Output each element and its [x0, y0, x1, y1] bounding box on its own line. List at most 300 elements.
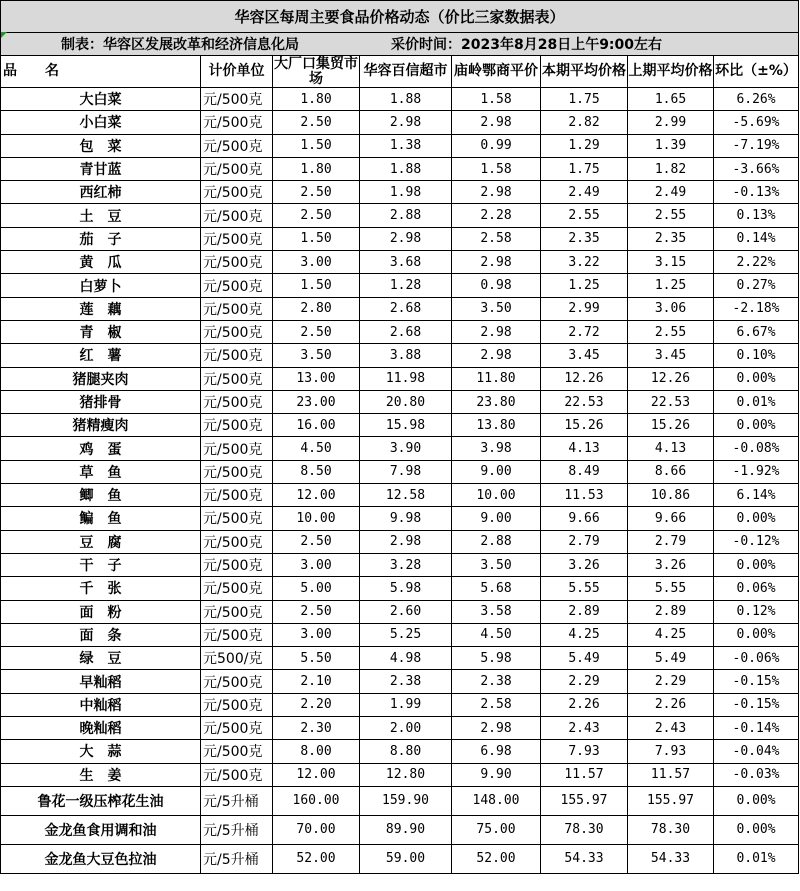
- cell-previous-avg: 2.99: [628, 111, 714, 134]
- cell-change: 0.14%: [714, 227, 799, 250]
- cell-market1: 13.00: [273, 367, 360, 390]
- cell-market3: 2.98: [452, 717, 541, 740]
- table-row: [1, 274, 799, 297]
- cell-market2: 2.38: [360, 670, 452, 693]
- cell-unit: 元/500克: [201, 577, 273, 600]
- table-row: [1, 815, 799, 844]
- table-row: [1, 204, 799, 227]
- table-row: [1, 763, 799, 786]
- cell-previous-avg: 3.26: [628, 553, 714, 576]
- cell-name: 猪精瘦肉: [1, 414, 201, 437]
- table-row: [1, 414, 799, 437]
- cell-market1: 2.50: [273, 204, 360, 227]
- cell-market2: 3.90: [360, 437, 452, 460]
- cell-unit: 元/500克: [201, 437, 273, 460]
- cell-unit: 元/5升桶: [201, 815, 273, 844]
- table-row: [1, 530, 799, 553]
- cell-market3: 52.00: [452, 844, 541, 873]
- cell-market2: 2.98: [360, 111, 452, 134]
- cell-market1: 70.00: [273, 815, 360, 844]
- cell-current-avg: 3.22: [541, 251, 628, 274]
- cell-market1: 52.00: [273, 844, 360, 873]
- cell-name: 草 鱼: [1, 460, 201, 483]
- cell-unit: 元/500克: [201, 763, 273, 786]
- cell-change: -0.14%: [714, 717, 799, 740]
- cell-current-avg: 2.82: [541, 111, 628, 134]
- cell-change: 0.00%: [714, 623, 799, 646]
- cell-name: 鲫 鱼: [1, 484, 201, 507]
- header-previous-avg: 上期平均价格: [628, 56, 714, 88]
- table-row: [1, 181, 799, 204]
- cell-current-avg: 1.75: [541, 88, 628, 111]
- cell-market3: 3.50: [452, 297, 541, 320]
- cell-previous-avg: 1.39: [628, 134, 714, 157]
- cell-current-avg: 8.49: [541, 460, 628, 483]
- cell-previous-avg: 9.66: [628, 507, 714, 530]
- cell-unit: 元/5升桶: [201, 844, 273, 873]
- cell-change: 0.00%: [714, 815, 799, 844]
- cell-unit: 元/500克: [201, 157, 273, 180]
- cell-unit: 元/500克: [201, 414, 273, 437]
- cell-market2: 1.88: [360, 88, 452, 111]
- cell-market1: 2.10: [273, 670, 360, 693]
- cell-previous-avg: 2.55: [628, 320, 714, 343]
- cell-unit: 元/500克: [201, 204, 273, 227]
- cell-name: 土 豆: [1, 204, 201, 227]
- cell-market3: 10.00: [452, 484, 541, 507]
- cell-previous-avg: 1.65: [628, 88, 714, 111]
- cell-change: -1.92%: [714, 460, 799, 483]
- cell-market2: 8.80: [360, 740, 452, 763]
- cell-market2: 3.88: [360, 344, 452, 367]
- header-row: [1, 56, 799, 88]
- cell-previous-avg: 12.26: [628, 367, 714, 390]
- cell-unit: 元/500克: [201, 530, 273, 553]
- cell-unit: 元/500克: [201, 390, 273, 413]
- cell-change: -0.15%: [714, 693, 799, 716]
- cell-name: 西红柿: [1, 181, 201, 204]
- cell-current-avg: 1.25: [541, 274, 628, 297]
- cell-previous-avg: 7.93: [628, 740, 714, 763]
- cell-market2: 2.68: [360, 297, 452, 320]
- cell-market1: 3.00: [273, 623, 360, 646]
- cell-market2: 159.90: [360, 786, 452, 815]
- cell-previous-avg: 10.86: [628, 484, 714, 507]
- cell-name: 猪腿夹肉: [1, 367, 201, 390]
- cell-current-avg: 9.66: [541, 507, 628, 530]
- cell-change: 0.00%: [714, 414, 799, 437]
- cell-market3: 6.98: [452, 740, 541, 763]
- cell-previous-avg: 5.55: [628, 577, 714, 600]
- header-unit: 计价单位: [201, 56, 273, 88]
- cell-market2: 20.80: [360, 390, 452, 413]
- table-row: [1, 111, 799, 134]
- cell-name: 面 条: [1, 623, 201, 646]
- cell-market1: 2.80: [273, 297, 360, 320]
- cell-previous-avg: 2.55: [628, 204, 714, 227]
- cell-market3: 2.38: [452, 670, 541, 693]
- cell-previous-avg: 4.13: [628, 437, 714, 460]
- cell-current-avg: 12.26: [541, 367, 628, 390]
- table-row: [1, 600, 799, 623]
- cell-market2: 4.98: [360, 647, 452, 670]
- sheet-maker: 制表：华容区发展改革和经济信息化局: [61, 37, 299, 53]
- cell-change: -0.13%: [714, 181, 799, 204]
- table-row: [1, 297, 799, 320]
- cell-name: 鲁花一级压榨花生油: [1, 786, 201, 815]
- cell-market3: 2.88: [452, 530, 541, 553]
- cell-change: -0.06%: [714, 647, 799, 670]
- cell-name: 包 菜: [1, 134, 201, 157]
- table-row: [1, 577, 799, 600]
- cell-unit: 元/500克: [201, 297, 273, 320]
- cell-previous-avg: 8.66: [628, 460, 714, 483]
- cell-name: 千 张: [1, 577, 201, 600]
- cell-current-avg: 78.30: [541, 815, 628, 844]
- cell-unit: 元/500克: [201, 251, 273, 274]
- cell-market3: 0.99: [452, 134, 541, 157]
- table-row: [1, 717, 799, 740]
- cell-market3: 5.98: [452, 647, 541, 670]
- header-market2: 华容百信超市: [360, 56, 452, 88]
- cell-market3: 2.98: [452, 251, 541, 274]
- cell-previous-avg: 22.53: [628, 390, 714, 413]
- cell-market1: 1.50: [273, 227, 360, 250]
- cell-market1: 2.50: [273, 600, 360, 623]
- cell-market2: 2.88: [360, 204, 452, 227]
- table-row: [1, 344, 799, 367]
- cell-name: 茄 子: [1, 227, 201, 250]
- table-row: [1, 693, 799, 716]
- cell-current-avg: 4.25: [541, 623, 628, 646]
- cell-unit: 元500/克: [201, 647, 273, 670]
- cell-market1: 1.80: [273, 88, 360, 111]
- cell-name: 绿 豆: [1, 647, 201, 670]
- cell-previous-avg: 78.30: [628, 815, 714, 844]
- cell-name: 早籼稻: [1, 670, 201, 693]
- cell-market2: 12.58: [360, 484, 452, 507]
- cell-market1: 8.00: [273, 740, 360, 763]
- cell-market1: 8.50: [273, 460, 360, 483]
- cell-market2: 3.68: [360, 251, 452, 274]
- cell-market3: 2.98: [452, 111, 541, 134]
- cell-market2: 7.98: [360, 460, 452, 483]
- cell-market2: 1.99: [360, 693, 452, 716]
- cell-previous-avg: 2.79: [628, 530, 714, 553]
- cell-current-avg: 2.89: [541, 600, 628, 623]
- cell-name: 中籼稻: [1, 693, 201, 716]
- cell-previous-avg: 2.49: [628, 181, 714, 204]
- cell-market1: 16.00: [273, 414, 360, 437]
- cell-unit: 元/500克: [201, 111, 273, 134]
- cell-name: 鸡 蛋: [1, 437, 201, 460]
- cell-current-avg: 5.49: [541, 647, 628, 670]
- cell-previous-avg: 2.29: [628, 670, 714, 693]
- table-row: [1, 553, 799, 576]
- cell-market1: 2.30: [273, 717, 360, 740]
- cell-market3: 2.58: [452, 693, 541, 716]
- table-row: [1, 437, 799, 460]
- cell-change: 0.12%: [714, 600, 799, 623]
- table-row: [1, 157, 799, 180]
- cell-name: 黄 瓜: [1, 251, 201, 274]
- cell-market1: 5.00: [273, 577, 360, 600]
- cell-previous-avg: 155.97: [628, 786, 714, 815]
- cell-market3: 0.98: [452, 274, 541, 297]
- table-row: [1, 844, 799, 873]
- cell-market1: 12.00: [273, 763, 360, 786]
- header-change: 环比（±%）: [714, 56, 799, 88]
- cell-unit: 元/500克: [201, 227, 273, 250]
- cell-change: 0.13%: [714, 204, 799, 227]
- table-row: [1, 251, 799, 274]
- cell-market2: 2.68: [360, 320, 452, 343]
- cell-current-avg: 22.53: [541, 390, 628, 413]
- cell-market2: 1.88: [360, 157, 452, 180]
- cell-market2: 1.98: [360, 181, 452, 204]
- sheet-meta: [1, 33, 799, 56]
- cell-current-avg: 2.79: [541, 530, 628, 553]
- cell-change: 0.00%: [714, 367, 799, 390]
- cell-market3: 75.00: [452, 815, 541, 844]
- cell-previous-avg: 2.43: [628, 717, 714, 740]
- cell-name: 红 薯: [1, 344, 201, 367]
- table-row: [1, 88, 799, 111]
- cell-market2: 9.98: [360, 507, 452, 530]
- cell-current-avg: 155.97: [541, 786, 628, 815]
- cell-previous-avg: 4.25: [628, 623, 714, 646]
- table-row: [1, 647, 799, 670]
- cell-unit: 元/500克: [201, 717, 273, 740]
- cell-change: -5.69%: [714, 111, 799, 134]
- cell-current-avg: 2.49: [541, 181, 628, 204]
- cell-change: -0.04%: [714, 740, 799, 763]
- cell-current-avg: 2.26: [541, 693, 628, 716]
- cell-market3: 9.90: [452, 763, 541, 786]
- cell-current-avg: 1.75: [541, 157, 628, 180]
- cell-market1: 2.50: [273, 530, 360, 553]
- cell-unit: 元/500克: [201, 484, 273, 507]
- cell-name: 金龙鱼大豆色拉油: [1, 844, 201, 873]
- cell-market3: 13.80: [452, 414, 541, 437]
- cell-unit: 元/500克: [201, 134, 273, 157]
- cell-market3: 9.00: [452, 507, 541, 530]
- cell-market3: 2.28: [452, 204, 541, 227]
- cell-market3: 3.50: [452, 553, 541, 576]
- cell-change: -0.15%: [714, 670, 799, 693]
- cell-previous-avg: 3.15: [628, 251, 714, 274]
- table-row: [1, 484, 799, 507]
- table-row: [1, 390, 799, 413]
- table-row: [1, 786, 799, 815]
- cell-current-avg: 7.93: [541, 740, 628, 763]
- cell-name: 面 粉: [1, 600, 201, 623]
- cell-change: -0.12%: [714, 530, 799, 553]
- cell-market1: 2.50: [273, 181, 360, 204]
- cell-change: 0.00%: [714, 786, 799, 815]
- cell-market2: 15.98: [360, 414, 452, 437]
- cell-market2: 1.38: [360, 134, 452, 157]
- table-row: [1, 740, 799, 763]
- cell-unit: 元/500克: [201, 507, 273, 530]
- table-row: [1, 320, 799, 343]
- cell-unit: 元/500克: [201, 740, 273, 763]
- cell-previous-avg: 2.89: [628, 600, 714, 623]
- cell-change: 2.22%: [714, 251, 799, 274]
- cell-name: 干 子: [1, 553, 201, 576]
- cell-name: 大 蒜: [1, 740, 201, 763]
- cell-change: 0.27%: [714, 274, 799, 297]
- cell-unit: 元/5升桶: [201, 786, 273, 815]
- cell-name: 白萝卜: [1, 274, 201, 297]
- cell-previous-avg: 3.06: [628, 297, 714, 320]
- cell-current-avg: 2.99: [541, 297, 628, 320]
- cell-change: -0.08%: [714, 437, 799, 460]
- cell-market2: 3.28: [360, 553, 452, 576]
- sheet-time: 采价时间：2023年8月28日上午9:00左右: [391, 37, 663, 53]
- cell-unit: 元/500克: [201, 367, 273, 390]
- cell-market2: 2.98: [360, 227, 452, 250]
- cell-name: 豆 腐: [1, 530, 201, 553]
- cell-market3: 2.98: [452, 344, 541, 367]
- cell-unit: 元/500克: [201, 553, 273, 576]
- table-row: [1, 367, 799, 390]
- cell-previous-avg: 1.25: [628, 274, 714, 297]
- cell-unit: 元/500克: [201, 623, 273, 646]
- cell-market2: 5.98: [360, 577, 452, 600]
- cell-change: 0.01%: [714, 844, 799, 873]
- cell-market2: 2.98: [360, 530, 452, 553]
- cell-previous-avg: 3.45: [628, 344, 714, 367]
- cell-comment-marker: [1, 32, 7, 38]
- cell-current-avg: 3.45: [541, 344, 628, 367]
- cell-market3: 148.00: [452, 786, 541, 815]
- cell-change: 6.26%: [714, 88, 799, 111]
- cell-change: 0.06%: [714, 577, 799, 600]
- cell-market3: 3.58: [452, 600, 541, 623]
- cell-unit: 元/500克: [201, 320, 273, 343]
- cell-market2: 89.90: [360, 815, 452, 844]
- cell-current-avg: 15.26: [541, 414, 628, 437]
- header-market3: 庙岭鄂商平价: [452, 56, 541, 88]
- cell-change: 0.01%: [714, 390, 799, 413]
- cell-name: 青 椒: [1, 320, 201, 343]
- cell-previous-avg: 2.35: [628, 227, 714, 250]
- cell-market3: 2.58: [452, 227, 541, 250]
- header-market1: 大厂口集贸市场: [274, 55, 358, 87]
- cell-current-avg: 11.57: [541, 763, 628, 786]
- cell-name: 青甘蓝: [1, 157, 201, 180]
- table-row: [1, 227, 799, 250]
- cell-unit: 元/500克: [201, 693, 273, 716]
- cell-current-avg: 3.26: [541, 553, 628, 576]
- sheet-title: 华容区每周主要食品价格动态（价比三家数据表）: [1, 1, 799, 33]
- cell-name: 金龙鱼食用调和油: [1, 815, 201, 844]
- cell-previous-avg: 2.26: [628, 693, 714, 716]
- cell-current-avg: 2.43: [541, 717, 628, 740]
- cell-market2: 12.80: [360, 763, 452, 786]
- cell-market1: 1.50: [273, 134, 360, 157]
- cell-market1: 10.00: [273, 507, 360, 530]
- cell-market2: 1.28: [360, 274, 452, 297]
- cell-change: -2.18%: [714, 297, 799, 320]
- cell-market3: 4.50: [452, 623, 541, 646]
- cell-market1: 5.50: [273, 647, 360, 670]
- cell-unit: 元/500克: [201, 274, 273, 297]
- cell-market3: 23.80: [452, 390, 541, 413]
- cell-current-avg: 4.13: [541, 437, 628, 460]
- cell-current-avg: 2.35: [541, 227, 628, 250]
- cell-current-avg: 2.29: [541, 670, 628, 693]
- cell-market1: 23.00: [273, 390, 360, 413]
- cell-market1: 3.00: [273, 251, 360, 274]
- cell-market3: 1.58: [452, 157, 541, 180]
- table-row: [1, 623, 799, 646]
- cell-market3: 9.00: [452, 460, 541, 483]
- table-row: [1, 134, 799, 157]
- cell-market1: 1.50: [273, 274, 360, 297]
- cell-change: 0.00%: [714, 553, 799, 576]
- cell-previous-avg: 1.82: [628, 157, 714, 180]
- cell-unit: 元/500克: [201, 88, 273, 111]
- table-row: [1, 460, 799, 483]
- cell-market2: 2.00: [360, 717, 452, 740]
- cell-unit: 元/500克: [201, 670, 273, 693]
- cell-change: -7.19%: [714, 134, 799, 157]
- cell-unit: 元/500克: [201, 181, 273, 204]
- cell-change: 0.10%: [714, 344, 799, 367]
- cell-market1: 2.50: [273, 320, 360, 343]
- cell-current-avg: 2.55: [541, 204, 628, 227]
- cell-market2: 11.98: [360, 367, 452, 390]
- cell-unit: 元/500克: [201, 460, 273, 483]
- cell-market2: 5.25: [360, 623, 452, 646]
- cell-current-avg: 5.55: [541, 577, 628, 600]
- cell-market2: 59.00: [360, 844, 452, 873]
- cell-market1: 1.80: [273, 157, 360, 180]
- cell-name: 猪排骨: [1, 390, 201, 413]
- cell-current-avg: 11.53: [541, 484, 628, 507]
- cell-name: 晚籼稻: [1, 717, 201, 740]
- cell-market2: 2.60: [360, 600, 452, 623]
- cell-change: 6.14%: [714, 484, 799, 507]
- cell-market1: 3.50: [273, 344, 360, 367]
- cell-market1: 3.00: [273, 553, 360, 576]
- cell-change: 0.00%: [714, 507, 799, 530]
- cell-market3: 3.98: [452, 437, 541, 460]
- cell-unit: 元/500克: [201, 600, 273, 623]
- cell-change: -0.03%: [714, 763, 799, 786]
- cell-market1: 2.20: [273, 693, 360, 716]
- cell-market3: 2.98: [452, 320, 541, 343]
- header-current-avg: 本期平均价格: [541, 56, 628, 88]
- cell-change: 6.67%: [714, 320, 799, 343]
- cell-market1: 160.00: [273, 786, 360, 815]
- cell-name: 莲 藕: [1, 297, 201, 320]
- cell-market1: 12.00: [273, 484, 360, 507]
- header-name: 品 名: [1, 56, 201, 88]
- cell-current-avg: 54.33: [541, 844, 628, 873]
- cell-current-avg: 2.72: [541, 320, 628, 343]
- cell-market3: 11.80: [452, 367, 541, 390]
- cell-name: 小白菜: [1, 111, 201, 134]
- cell-previous-avg: 54.33: [628, 844, 714, 873]
- cell-change: -3.66%: [714, 157, 799, 180]
- cell-unit: 元/500克: [201, 344, 273, 367]
- cell-market3: 2.98: [452, 181, 541, 204]
- cell-market1: 4.50: [273, 437, 360, 460]
- cell-name: 鳊 鱼: [1, 507, 201, 530]
